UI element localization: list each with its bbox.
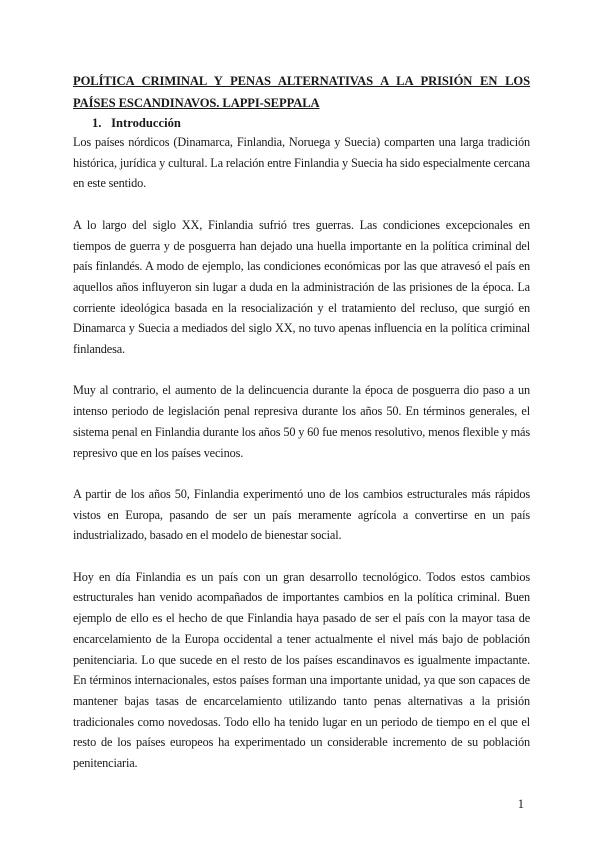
paragraph-5: Hoy en día Finlandia es un país con un gran desarrollo tecnológico. Todos estos cambios estructurales han venido acompañados de importantes cambios en la política criminal. Buen ejemplo de ello es el hecho de que Finlandia haya pasado de ser el país con la mayor tasa de encarcelamiento de la Europa occidental a tener actualmente el nivel más bajo de población penitenciaria. Lo que sucede en el resto de los países escandinavos es igualmente impactante. En términos internacionales, estos países forman una importante unidad, ya que son capaces de mantener bajas tasas de encarcelamiento utilizando tanto penas alternativas a la prisión tradicionales como novedosas. Todo ello ha tenido lugar en un periodo de tiempo en el que el resto de los países europeos ha experimentado un considerable incremento de su población penitenciaria. (73, 569, 530, 771)
section-heading (92, 114, 530, 132)
page-number: 1 (517, 797, 524, 811)
paragraph-2: A lo largo del siglo XX, Finlandia sufrió tres guerras. Las condiciones excepcionales en tiempos de guerra y de posguerra han dejado una huella importante en la política criminal del país finlandés. A modo de ejemplo, las condiciones económicas por las que atravesó el país en aquellos años influyeron sin lugar a duda en la administración de las prisiones de la época. La corriente ideológica basada en la resocialización y el tratamiento del recluso, que surgió en Dinamarca y Suecia a mediados del siglo XX, no tuvo apenas influencia en la política criminal finlandesa. (73, 217, 530, 357)
paragraph-1: Los países nórdicos (Dinamarca, Finlandia, Noruega y Suecia) comparten una larga tradición histórica, jurídica y cultural. La relación entre Finlandia y Suecia ha sido especialmente cercana en este sentido. (73, 135, 530, 191)
section-number: 1. (92, 116, 102, 130)
document-title: POLÍTICA CRIMINAL Y PENAS ALTERNATIVAS A LA PRISIÓN EN LOS PAÍSES ESCANDINAVOS. LAPPI-SEPPALA (73, 74, 530, 110)
paragraph-3: Muy al contrario, el aumento de la delincuencia durante la época de posguerra dio paso a un intenso periodo de legislación penal represiva durante los años 50. En términos generales, el sistema penal en Finlandia durante los años 50 y 60 fue menos resolutivo, menos flexible y más represivo que en los países vecinos. (73, 383, 530, 460)
document-page (73, 70, 530, 794)
paragraph-4: A partir de los años 50, Finlandia experimentó uno de los cambios estructurales más rápidos vistos en Europa, pasando de ser un país meramente agrícola a convertirse en un país industrializado, basado en el modelo de bienestar social. (73, 486, 530, 543)
section-label: Introducción (111, 116, 181, 130)
